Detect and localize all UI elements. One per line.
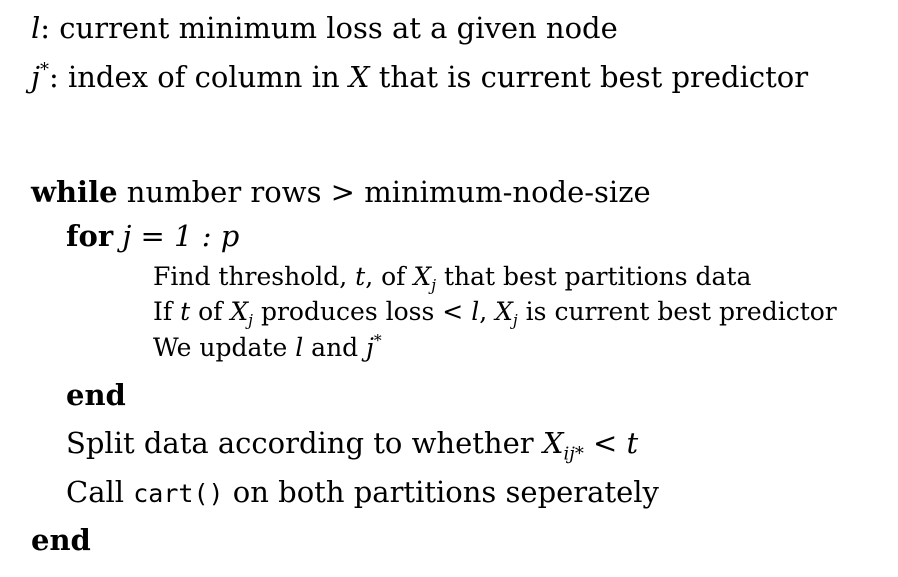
var-X: X [348, 60, 370, 94]
call-line: Call cart() on both partitions seperately [66, 475, 659, 509]
end-for: end [66, 378, 126, 412]
for-keyword: for [66, 219, 114, 253]
body-update: We update l and j* [153, 331, 382, 362]
definition-l-text: current minimum loss at a given node [59, 11, 618, 45]
definition-j-star: j*: index of column in X that is current best predictor [31, 59, 809, 94]
var-j: j [31, 60, 40, 94]
while-keyword: while [31, 175, 118, 209]
body-if-loss: If t of $X_j$ produces loss < l, $X_j$ is current best predictor [153, 297, 837, 330]
cart-function: cart() [133, 479, 224, 508]
while-line [31, 175, 651, 209]
while-condition: number rows > minimum-node-size [126, 175, 651, 209]
for-range: j = 1 : p [122, 219, 240, 253]
var-l: l [31, 11, 41, 45]
definition-l: l: current minimum loss at a given node [31, 11, 618, 45]
end-while: end [31, 523, 91, 557]
split-line: Split data according to whether $X_{ij*} < t$ [66, 426, 639, 465]
for-line [66, 219, 240, 253]
body-find-threshold: Find threshold, t, of $X_j$ that best partitions data [153, 262, 752, 295]
